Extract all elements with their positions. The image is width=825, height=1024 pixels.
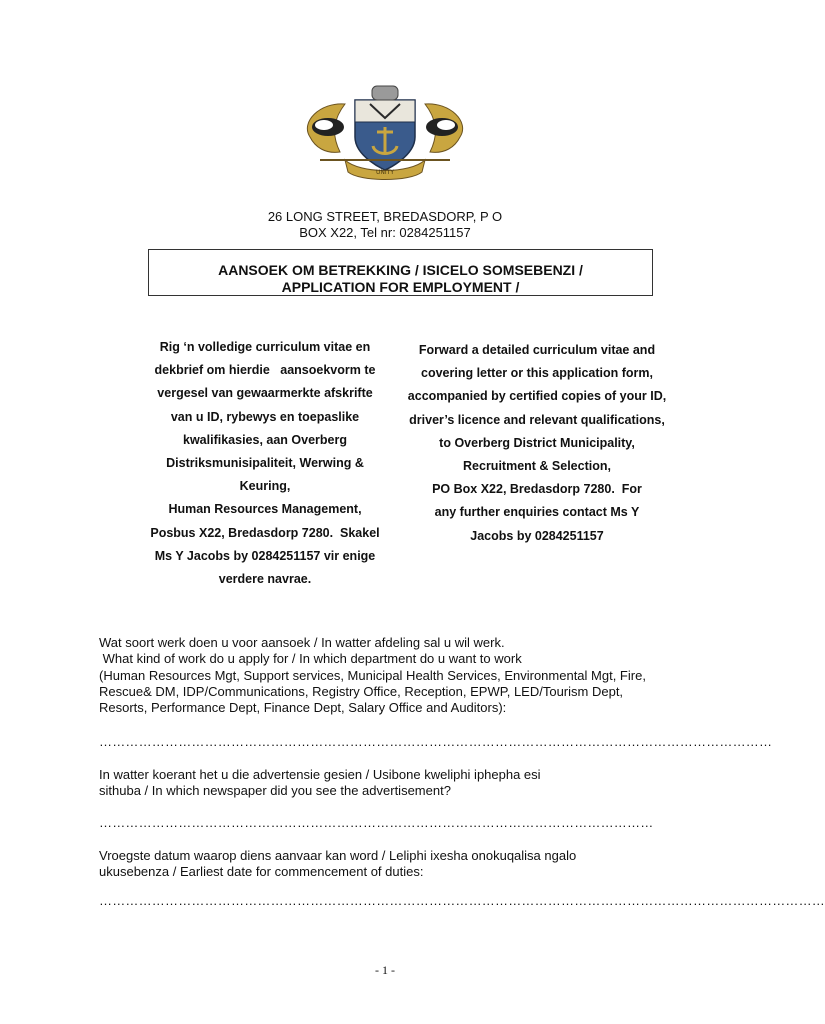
- question-newspaper: [99, 767, 541, 800]
- instruction-line: PO Box X22, Bredasdorp 7280. For: [432, 482, 642, 497]
- instruction-line: any further enquiries contact Ms Y: [434, 505, 640, 520]
- instruction-line: Recruitment & Selection,: [463, 459, 611, 474]
- question-work-type: [99, 635, 646, 716]
- commencement-answer-field[interactable]: …………………………………………………………………………………………………………………………………………………: [99, 893, 825, 908]
- instruction-line: verdere navrae.: [218, 572, 312, 587]
- instruction-line: Distriksmunisipaliteit, Werwing &: [166, 456, 364, 471]
- address-line-2: BOX X22, Tel nr: 0284251157: [299, 225, 471, 240]
- instruction-line: Ms Y Jacobs by 0284251157 vir enige: [154, 548, 376, 563]
- instruction-line: kwalifikasies, aan Overberg: [183, 432, 347, 447]
- page-number: - 1 -: [375, 963, 395, 977]
- instruction-line: Human Resources Management,: [168, 502, 362, 517]
- question-line: Rescue& DM, IDP/Communications, Registry Office, Reception, EPWP, LED/Tourism Dept,: [99, 683, 624, 699]
- instruction-line: to Overberg District Municipality,: [439, 435, 635, 450]
- instruction-line: covering letter or this application form,: [421, 366, 653, 381]
- instruction-line: Forward a detailed curriculum vitae and: [418, 343, 656, 357]
- instruction-line: driver’s licence and relevant qualifications,: [409, 412, 665, 427]
- question-line: In watter koerant het u die advertensie gesien / Usibone kweliphi iphepha esi: [99, 767, 541, 782]
- question-line: What kind of work do u apply for / In which department do u want to work: [99, 651, 522, 667]
- instruction-line: Jacobs by 0284251157: [470, 528, 604, 543]
- crest-motto: UNITY: [376, 169, 394, 176]
- instruction-line: vergesel van gewaarmerkte afskrifte: [157, 386, 373, 401]
- form-title-line-2: APPLICATION FOR EMPLOYMENT /: [281, 279, 520, 295]
- municipal-crest-logo: [300, 82, 470, 182]
- question-line: ukusebenza / Earliest date for commencement of duties:: [99, 864, 424, 880]
- question-line: Wat soort werk doen u voor aansoek / In watter afdeling sal u wil werk.: [99, 635, 505, 650]
- question-commencement-date: [99, 848, 576, 881]
- question-line: (Human Resources Mgt, Support services, Municipal Health Services, Environmental Mgt, Fire,: [99, 667, 646, 683]
- form-title-line-1: AANSOEK OM BETREKKING / ISICELO SOMSEBENZI /: [218, 262, 583, 278]
- address-line-1: 26 LONG STREET, BREDASDORP, P O: [267, 209, 503, 224]
- instruction-line: Rig ‘n volledige curriculum vitae en: [159, 340, 371, 354]
- form-title-box: [148, 249, 653, 296]
- instruction-line: Keuring,: [239, 479, 291, 494]
- newspaper-answer-field[interactable]: ………………………………………………………………………………………………………………: [99, 815, 654, 830]
- question-line: Resorts, Performance Dept, Finance Dept, Salary Office and Auditors):: [99, 700, 507, 716]
- question-line: Vroegste datum waarop diens aanvaar kan word / Leliphi ixesha onokuqalisa ngalo: [99, 848, 577, 863]
- instruction-line: van u ID, rybewys en toepaslike: [170, 409, 360, 424]
- instructions-english: [392, 339, 682, 548]
- instructions-afrikaans: [130, 336, 400, 591]
- work-answer-field[interactable]: ………………………………………………………………………………………………………………………………………: [99, 734, 773, 749]
- instruction-line: accompanied by certified copies of your ID,: [407, 389, 667, 404]
- question-line: sithuba / In which newspaper did you see the advertisement?: [99, 783, 451, 799]
- instruction-line: Posbus X22, Bredasdorp 7280. Skakel: [150, 525, 380, 540]
- instruction-line: dekbrief om hierdie aansoekvorm te: [154, 363, 376, 378]
